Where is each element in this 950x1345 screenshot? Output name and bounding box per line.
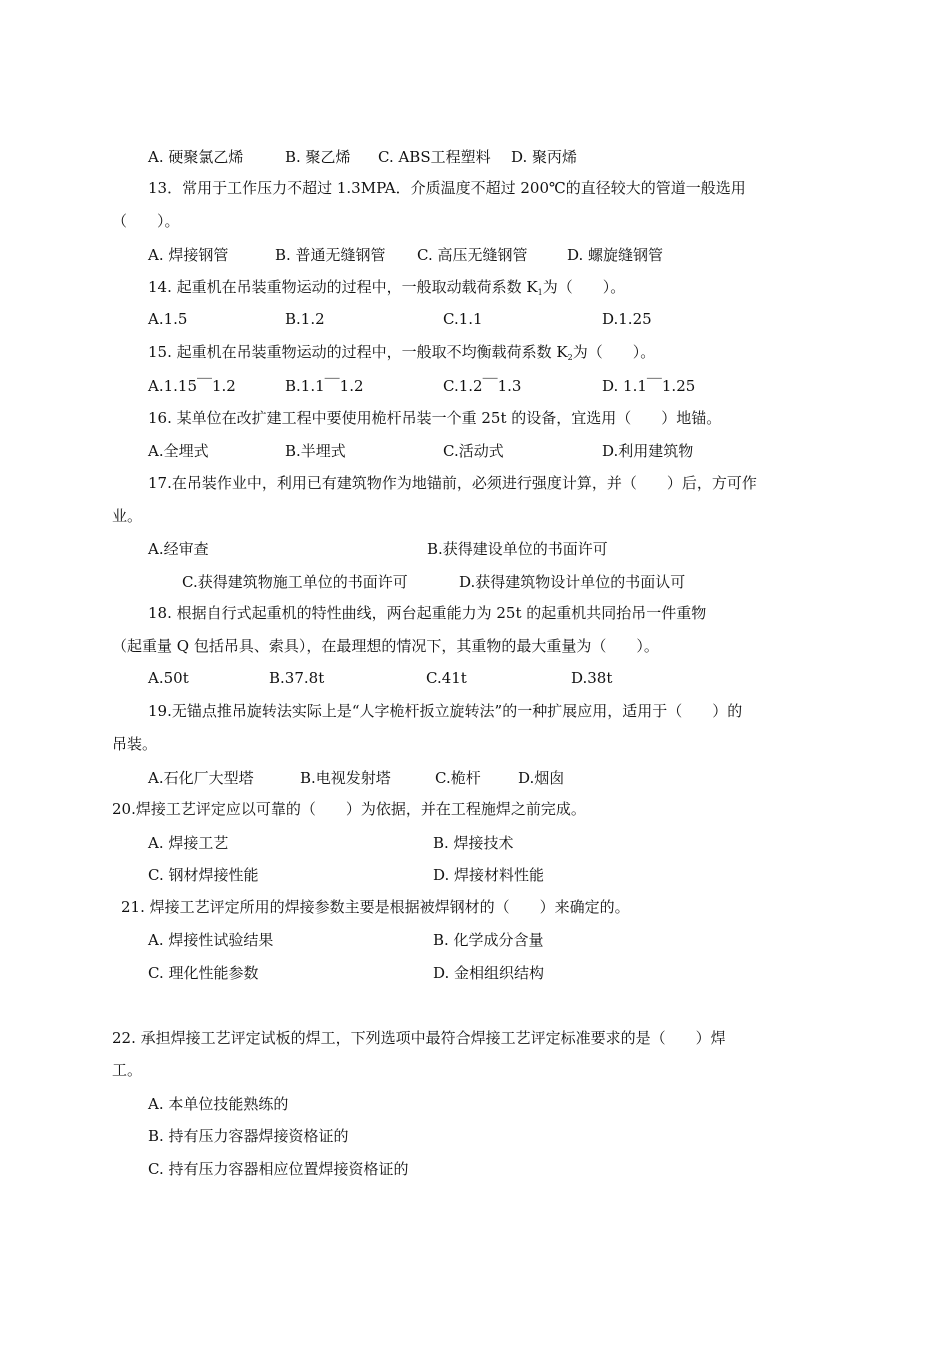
q14-option-d: D.1.25	[602, 310, 652, 328]
q21-option-c: C. 理化性能参数	[148, 964, 259, 982]
q18-option-b: B.37.8t	[269, 669, 325, 687]
q17-option-d: D.获得建筑物设计单位的书面认可	[459, 573, 686, 591]
q17-option-a: A.经审查	[148, 540, 209, 558]
q15-text	[148, 342, 655, 368]
q15-text-post: 为（ ）。	[572, 343, 656, 361]
q14-text-pre: 14. 起重机在吊装重物运动的过程中，一般取动载荷系数 K	[148, 278, 538, 296]
q16-option-b: B.半埋式	[285, 442, 346, 460]
q19-option-c: C.桅杆	[435, 769, 481, 787]
q14-subscript: 1	[537, 288, 543, 297]
q20-option-d: D. 焊接材料性能	[433, 866, 545, 884]
q13-option-b: B. 普通无缝钢管	[275, 246, 386, 264]
q22-text-line1: 22. 承担焊接工艺评定试板的焊工，下列选项中最符合焊接工艺评定标准要求的是（ ）焊	[112, 1029, 726, 1047]
q20-option-b: B. 焊接技术	[433, 834, 514, 852]
q12-option-c: C. ABS工程塑料	[378, 148, 491, 166]
q21-option-d: D. 金相组织结构	[433, 964, 545, 982]
q18-option-d: D.38t	[571, 669, 613, 687]
q14-option-c: C.1.1	[443, 310, 483, 328]
q18-option-a: A.50t	[148, 669, 189, 687]
q17-text-line1: 17.在吊装作业中，利用已有建筑物作为地锚前，必须进行强度计算，并（ ）后，方可作	[148, 474, 757, 492]
q17-option-c: C.获得建筑物施工单位的书面许可	[182, 573, 408, 591]
q19-text-line1: 19.无锚点推吊旋转法实际上是“人字桅杆扳立旋转法”的一种扩展应用，适用于（ ）的	[148, 702, 743, 720]
q20-option-a: A. 焊接工艺	[148, 834, 229, 852]
q12-option-d: D. 聚丙烯	[511, 148, 578, 166]
q19-option-a: A.石化厂大型塔	[148, 769, 254, 787]
q21-text: 21. 焊接工艺评定所用的焊接参数主要是根据被焊钢材的（ ）来确定的。	[121, 898, 630, 916]
q15-option-c: C.1.2￣1.3	[443, 377, 522, 395]
q17-text-line2: 业。	[112, 507, 143, 525]
q19-option-b: B.电视发射塔	[300, 769, 391, 787]
q15-option-a: A.1.15￣1.2	[148, 377, 236, 395]
q12-option-b: B. 聚乙烯	[285, 148, 351, 166]
q18-text-line2: （起重量 Q 包括吊具、索具），在最理想的情况下，其重物的最大重量为（ ）。	[112, 637, 659, 655]
q19-option-d: D.烟囱	[518, 769, 565, 787]
q16-option-d: D.利用建筑物	[602, 442, 694, 460]
q18-text-line1: 18. 根据自行式起重机的特性曲线，两台起重能力为 25t 的起重机共同抬吊一件重物	[148, 604, 707, 622]
q15-option-b: B.1.1￣1.2	[285, 377, 364, 395]
q21-option-a: A. 焊接性试验结果	[148, 931, 274, 949]
q14-option-a: A.1.5	[148, 310, 188, 328]
q16-option-a: A.全埋式	[148, 442, 209, 460]
q16-text: 16. 某单位在改扩建工程中要使用桅杆吊装一个重 25t 的设备，宜选用（ ）地锚。	[148, 409, 722, 427]
q12-option-a: A. 硬聚氯乙烯	[148, 148, 244, 166]
q13-option-d: D. 螺旋缝钢管	[567, 246, 664, 264]
q15-subscript: 2	[567, 353, 573, 362]
q15-text-pre: 15. 起重机在吊装重物运动的过程中，一般取不均衡载荷系数 K	[148, 343, 568, 361]
q16-option-c: C.活动式	[443, 442, 504, 460]
q20-option-c: C. 钢材焊接性能	[148, 866, 259, 884]
q13-option-c: C. 高压无缝钢管	[417, 246, 528, 264]
q21-option-b: B. 化学成分含量	[433, 931, 544, 949]
q22-option-c: C. 持有压力容器相应位置焊接资格证的	[148, 1160, 409, 1178]
q13-text-line2: （ ）。	[112, 212, 180, 230]
q15-option-d: D. 1.1￣1.25	[602, 377, 696, 395]
q14-option-b: B.1.2	[285, 310, 325, 328]
q19-text-line2: 吊装。	[112, 735, 158, 753]
q22-option-b: B. 持有压力容器焊接资格证的	[148, 1127, 349, 1145]
q22-text-line2: 工。	[112, 1061, 143, 1079]
q18-option-c: C.41t	[426, 669, 467, 687]
q22-option-a: A. 本单位技能熟练的	[148, 1095, 289, 1113]
q13-option-a: A. 焊接钢管	[148, 246, 229, 264]
q20-text: 20.焊接工艺评定应以可靠的（ ）为依据，并在工程施焊之前完成。	[112, 800, 586, 818]
q13-text-line1: 13．常用于工作压力不超过 1.3MPA．介质温度不超过 200℃的直径较大的管道一般选用	[148, 179, 746, 197]
q14-text-post: 为（ ）。	[542, 278, 626, 296]
q17-option-b: B.获得建设单位的书面许可	[427, 540, 608, 558]
q14-text	[148, 277, 625, 303]
